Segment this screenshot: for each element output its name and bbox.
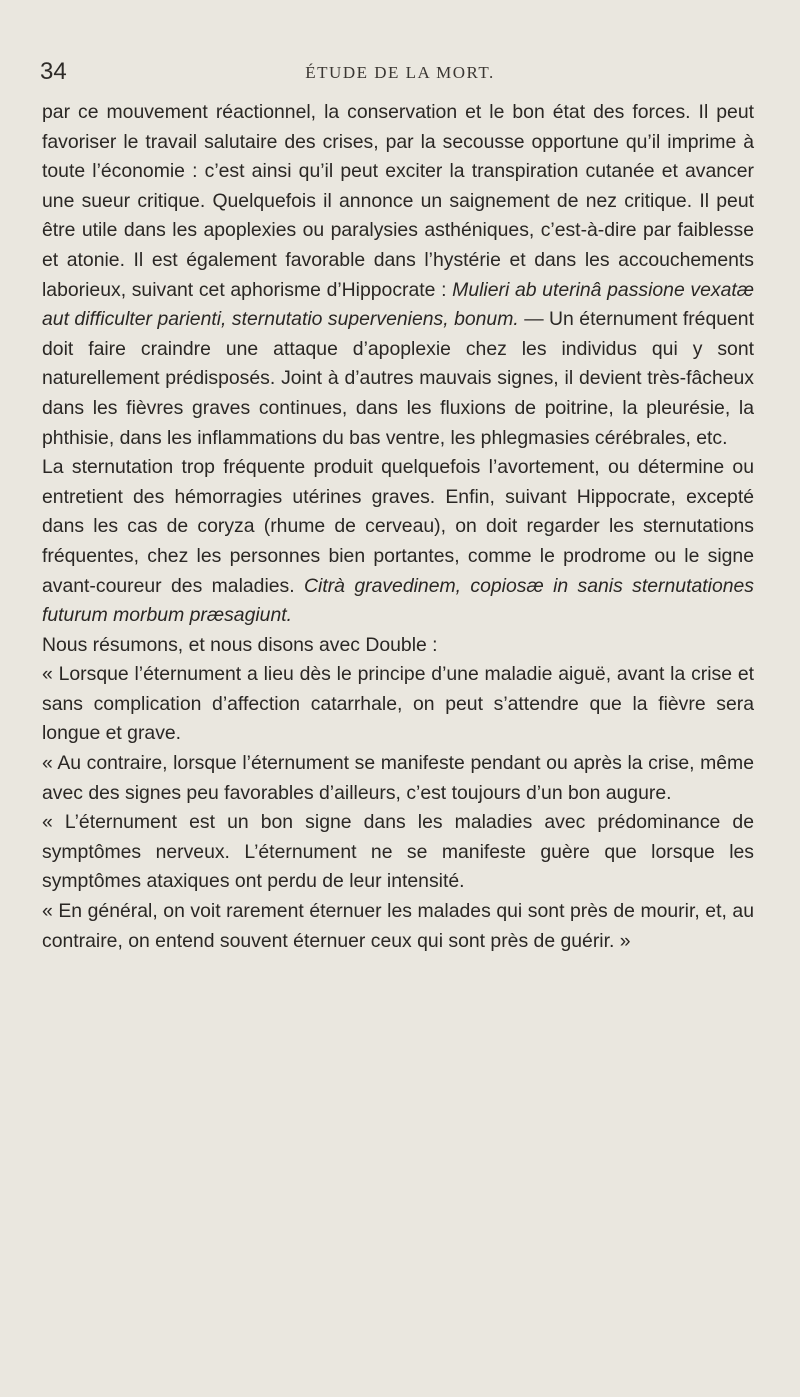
text-run: « Au contraire, lorsque l’éternument se manifeste pendant ou après la crise, même avec des signes peu favorables d’ailleurs, c’est toujours d’un bon augure. — [42, 752, 754, 804]
text-run: — Un éternument fréquent doit faire craindre une attaque d’apoplexie chez les individus qui y sont naturellement prédisposés. Joint à d’autres mauvais signes, il devient très-fâcheux dans les fièvres graves continues, dans les fluxions de poitrine, la pleurésie, la phthisie, dans les inflammations du bas ventre, les phlegmasies cérébrales, etc. — [42, 308, 754, 449]
body-text — [42, 98, 754, 956]
paragraph-2 — [42, 453, 754, 631]
paragraph-1 — [42, 98, 754, 453]
page-number: 34 — [40, 58, 67, 85]
quote-paragraph-4 — [42, 897, 754, 956]
text-run: « En général, on voit rarement éternuer les malades qui sont près de mourir, et, au contraire, on entend souvent éternuer ceux qui sont près de guérir. » — [42, 900, 754, 952]
latin-quotation: Mulieri ab uterinâ passione vexatæ aut difficulter parienti, sternutatio superveniens, bonum. — [42, 278, 755, 331]
text-run: La sternutation trop fréquente produit quelquefois l’avortement, ou détermine ou entretient des hémorragies utérines graves. Enfin, suivant Hippocrate, excepté dans les cas de coryza (rhume de cerveau), on doit regarder les sternutations fréquentes, chez les personnes bien portantes, comme le prodrome ou le signe avant-coureur des maladies. — [42, 456, 754, 597]
paragraph-3 — [42, 631, 754, 661]
text-run: par ce mouvement réactionnel, la conservation et le bon état des forces. Il peut favoriser le travail salutaire des crises, par la secousse opportune qu’il imprime à toute l’économie : c’est ainsi qu’il peut exciter la transpiration cutanée et avancer une sueur critique. Quelquefois il annonce un saignement de nez critique. Il peut être utile dans les apoplexies ou paralysies asthéniques, c’est-à-dire par faiblesse et atonie. Il est également favorable dans l’hystérie et dans les accouchements laborieux, suivant cet aphorisme d’Hippocrate : — [42, 101, 754, 301]
quote-paragraph-1 — [42, 660, 754, 749]
latin-quotation: Citrà gravedinem, copiosæ in sanis sternutationes futurum morbum præsagiunt. — [42, 574, 754, 627]
running-title: ÉTUDE DE LA MORT. — [305, 63, 495, 82]
quote-paragraph-3 — [42, 808, 754, 897]
text-run: « Lorsque l’éternument a lieu dès le principe d’une maladie aiguë, avant la crise et sans complication d’affection catarrhale, on peut s’attendre que la fièvre sera longue et grave. — [42, 663, 754, 745]
quote-paragraph-2 — [42, 749, 754, 808]
text-run: Nous résumons, et nous disons avec Double : — [42, 633, 438, 656]
text-run: « L’éternument est un bon signe dans les maladies avec prédominance de symptômes nerveux. L’éternument ne se manifeste guère que lorsque les symptômes ataxiques ont perdu de leur intensité. — [42, 811, 754, 893]
